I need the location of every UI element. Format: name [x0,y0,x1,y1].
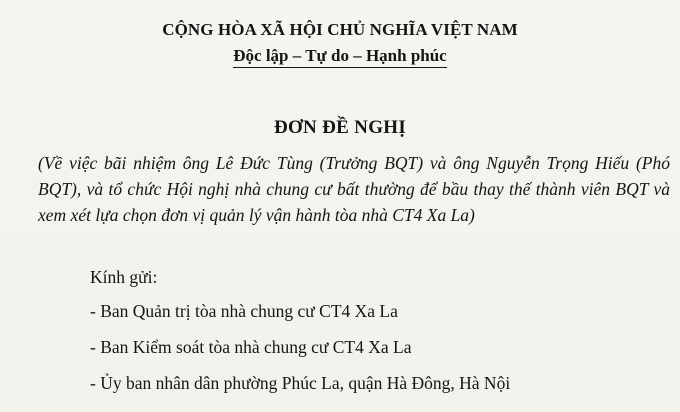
recipients-section [90,266,670,393]
national-motto: Độc lập – Tự do – Hạnh phúc [233,46,446,68]
document-title: ĐƠN ĐỀ NGHỊ [273,117,407,138]
recipient-item: - Ban Quản trị tòa nhà chung cư CT4 Xa La [90,301,398,321]
motto-container [0,46,680,68]
salutation: Kính gửi: [90,267,158,287]
recipient-item: - Ủy ban nhân dân phường Phúc La, quận Hà Đông, Hà Nội [90,373,511,393]
national-title: CỘNG HÒA XÃ HỘI CHỦ NGHĨA VIỆT NAM [162,20,518,39]
document-subject: (Về việc bãi nhiệm ông Lê Đức Tùng (Trưởng BQT) và ông Nguyễn Trọng Hiếu (Phó BQT), và tổ chức Hội nghị nhà chung cư bất thường để bầu thay thế thành viên BQT và xem xét lựa chọn đơn vị quản lý vận hành tòa nhà CT4 Xa La) [38,153,670,225]
recipient-item: - Ban Kiểm soát tòa nhà chung cư CT4 Xa La [90,337,412,357]
